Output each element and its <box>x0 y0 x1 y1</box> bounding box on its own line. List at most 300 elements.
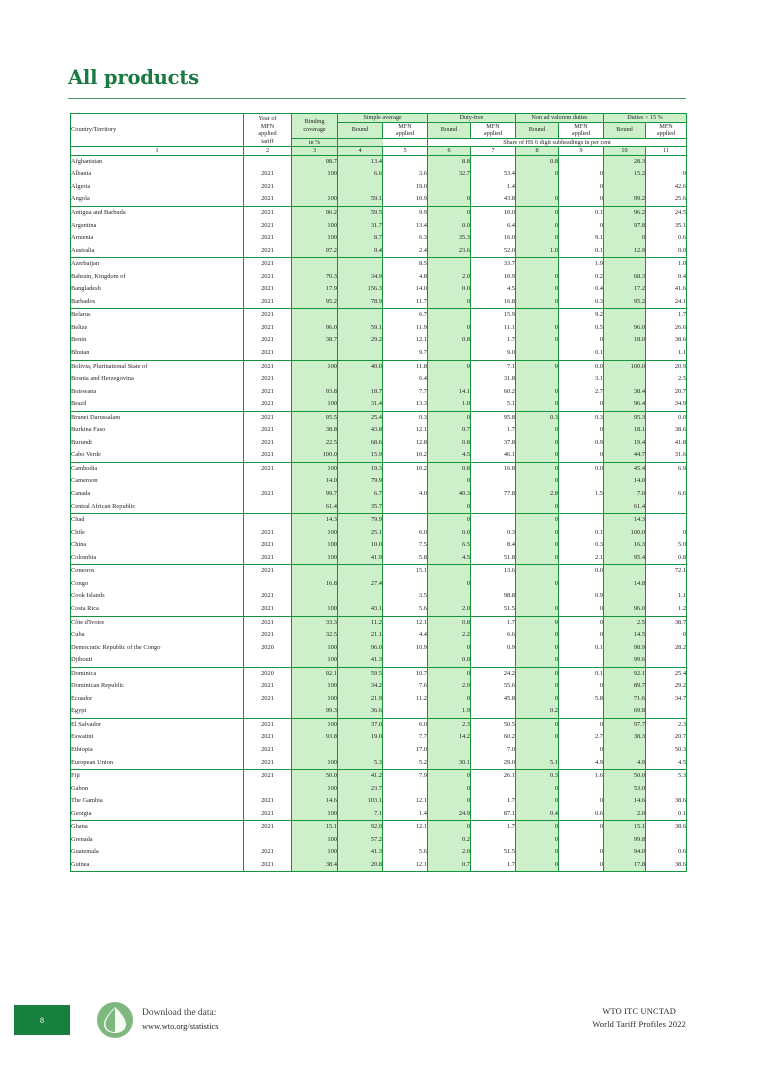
cell-year-mfn-applied: 2021 <box>244 565 292 578</box>
cell-value-col-7: 7.1 <box>471 360 516 373</box>
table-row <box>71 168 687 181</box>
cell-value-col-11 <box>646 705 687 718</box>
cell-year-mfn-applied: 2021 <box>244 488 292 501</box>
cell-value-col-6: 0.7 <box>428 859 471 872</box>
cell-value-col-5: 13.4 <box>383 220 428 233</box>
cell-value-col-10: 99.2 <box>604 193 646 206</box>
table-row <box>71 539 687 552</box>
cell-value-col-9: 2.7 <box>559 731 604 744</box>
cell-value-col-7: 0.3 <box>471 527 516 540</box>
cell-value-col-8: 0 <box>516 437 559 450</box>
cell-year-mfn-applied: 2021 <box>244 629 292 642</box>
cell-value-col-9: 0 <box>559 616 604 629</box>
column-number-5: 5 <box>383 147 428 156</box>
cell-year-mfn-applied: 2021 <box>244 334 292 347</box>
cell-value-col-11: 1.2 <box>646 603 687 616</box>
cell-value-col-3: 100 <box>292 693 338 706</box>
table-row <box>71 220 687 233</box>
cell-value-col-6: 0.0 <box>428 283 471 296</box>
table-row <box>71 654 687 667</box>
cell-year-mfn-applied <box>244 514 292 527</box>
cell-value-col-4: 57.2 <box>338 834 383 847</box>
cell-value-col-5: 13.3 <box>383 398 428 411</box>
cell-country-name: Benin <box>71 334 244 347</box>
cell-value-col-8: 0 <box>516 834 559 847</box>
cell-value-col-10: 97.8 <box>604 220 646 233</box>
cell-value-col-9: 0.3 <box>559 296 604 309</box>
cell-value-col-11 <box>646 475 687 488</box>
cell-value-col-8: 0.4 <box>516 808 559 821</box>
header-mfn-line-1: MFN <box>486 122 500 130</box>
cell-value-col-11: 28.2 <box>646 642 687 655</box>
cell-value-col-3: 93.8 <box>292 731 338 744</box>
cell-value-col-8: 0 <box>516 334 559 347</box>
cell-value-col-3: 96.0 <box>292 322 338 335</box>
table-row <box>71 616 687 629</box>
cell-value-col-7 <box>471 705 516 718</box>
table-row <box>71 475 687 488</box>
cell-value-col-4: 37.0 <box>338 718 383 731</box>
cell-year-mfn-applied: 2021 <box>244 449 292 462</box>
cell-value-col-4: 6.7 <box>338 488 383 501</box>
cell-value-col-3 <box>292 373 338 386</box>
cell-value-col-7: 6.4 <box>471 220 516 233</box>
cell-value-col-4: 19.0 <box>338 731 383 744</box>
cell-value-col-4: 41.9 <box>338 552 383 565</box>
cell-value-col-5: 14.0 <box>383 283 428 296</box>
cell-value-col-10: 99.8 <box>604 834 646 847</box>
header-column-numbers-row <box>71 147 687 156</box>
cell-country-name: Cambodia <box>71 462 244 475</box>
cell-value-col-3: 16.8 <box>292 578 338 591</box>
cell-value-col-11: 38.6 <box>646 821 687 834</box>
cell-value-col-3: 100 <box>292 654 338 667</box>
cell-country-name: Bahrain, Kingdom of <box>71 271 244 284</box>
table-row <box>71 296 687 309</box>
cell-value-col-7: 5.1 <box>471 398 516 411</box>
cell-value-col-7: 8.4 <box>471 539 516 552</box>
cell-country-name: Comoros <box>71 565 244 578</box>
cell-value-col-10: 28.3 <box>604 155 646 168</box>
cell-country-name: Algeria <box>71 181 244 194</box>
cell-value-col-9 <box>559 501 604 514</box>
cell-value-col-11 <box>646 578 687 591</box>
cell-value-col-9: 0.0 <box>559 565 604 578</box>
cell-country-name: Azerbaijan <box>71 258 244 271</box>
cell-value-col-7: 1.4 <box>471 181 516 194</box>
cell-value-col-8: 5.1 <box>516 757 559 770</box>
table-row <box>71 744 687 757</box>
cell-value-col-8 <box>516 744 559 757</box>
table-row <box>71 783 687 796</box>
cell-value-col-3: 32.5 <box>292 629 338 642</box>
header-unit-in-percent: in % <box>292 138 338 147</box>
cell-value-col-10 <box>604 181 646 194</box>
header-duty-free-bound: Bound <box>428 122 471 138</box>
cell-value-col-9: 0.1 <box>559 667 604 680</box>
cell-value-col-11: 72.1 <box>646 565 687 578</box>
cell-value-col-10: 96.0 <box>604 322 646 335</box>
header-non-ad-valorem-bound: Bound <box>516 122 559 138</box>
cell-value-col-3: 100 <box>292 232 338 245</box>
cell-value-col-5: 9.9 <box>383 207 428 220</box>
cell-value-col-11: 0.0 <box>646 245 687 258</box>
cell-value-col-4: 9.4 <box>338 245 383 258</box>
table-row <box>71 411 687 424</box>
cell-year-mfn-applied: 2021 <box>244 821 292 834</box>
cell-value-col-8: 0 <box>516 821 559 834</box>
cell-value-col-10: 98.9 <box>604 642 646 655</box>
cell-value-col-4: 25.4 <box>338 411 383 424</box>
cell-value-col-8: 0 <box>516 667 559 680</box>
cell-country-name: Cuba <box>71 629 244 642</box>
cell-value-col-11: 1.1 <box>646 590 687 603</box>
cell-value-col-5: 6.7 <box>383 309 428 322</box>
cell-value-col-3: 61.4 <box>292 501 338 514</box>
cell-value-col-7: 11.1 <box>471 322 516 335</box>
table-row <box>71 629 687 642</box>
download-data-block[interactable] <box>95 1000 219 1040</box>
table-row <box>71 462 687 475</box>
cell-value-col-9: 2.7 <box>559 386 604 399</box>
cell-value-col-8: 0 <box>516 449 559 462</box>
cell-value-col-11: 0.6 <box>646 846 687 859</box>
cell-value-col-7: 9.0 <box>471 347 516 360</box>
cell-value-col-7: 55.6 <box>471 680 516 693</box>
cell-value-col-11: 4.5 <box>646 757 687 770</box>
cell-country-name: El Salvador <box>71 718 244 731</box>
header-duties-over-15-bound: Bound <box>604 122 646 138</box>
table-row <box>71 565 687 578</box>
cell-value-col-9: 0 <box>559 744 604 757</box>
cell-value-col-6: 4.5 <box>428 552 471 565</box>
cell-value-col-5 <box>383 578 428 591</box>
cell-value-col-7 <box>471 475 516 488</box>
cell-value-col-7: 33.7 <box>471 258 516 271</box>
table-row <box>71 667 687 680</box>
cell-value-col-6: 35.3 <box>428 232 471 245</box>
cell-value-col-3: 100 <box>292 539 338 552</box>
cell-value-col-9: 0 <box>559 220 604 233</box>
column-number-9: 9 <box>559 147 604 156</box>
table-row <box>71 271 687 284</box>
cell-value-col-9: 0.5 <box>559 322 604 335</box>
cell-value-col-4: 13.4 <box>338 155 383 168</box>
cell-value-col-9 <box>559 475 604 488</box>
cell-country-name: Bosnia and Herzegovina <box>71 373 244 386</box>
cell-value-col-4: 79.9 <box>338 514 383 527</box>
cell-value-col-8: 1.0 <box>516 245 559 258</box>
cell-value-col-3: 50.0 <box>292 770 338 783</box>
cell-value-col-9: 0.3 <box>559 411 604 424</box>
cell-country-name: Ecuador <box>71 693 244 706</box>
download-url[interactable]: www.wto.org/statistics <box>142 1021 219 1031</box>
cell-value-col-5: 9.7 <box>383 347 428 360</box>
cell-value-col-11: 38.6 <box>646 334 687 347</box>
cell-value-col-10 <box>604 590 646 603</box>
cell-country-name: Cameroon <box>71 475 244 488</box>
cell-value-col-7: 1.7 <box>471 795 516 808</box>
cell-value-col-4: 19.3 <box>338 462 383 475</box>
cell-country-name: Ethiopia <box>71 744 244 757</box>
cell-year-mfn-applied: 2021 <box>244 373 292 386</box>
cell-country-name: Botswana <box>71 386 244 399</box>
cell-value-col-11: 31.6 <box>646 449 687 462</box>
cell-year-mfn-applied <box>244 834 292 847</box>
column-number-11: 11 <box>646 147 687 156</box>
cell-value-col-8: 0 <box>516 168 559 181</box>
cell-value-col-5: 5.8 <box>383 552 428 565</box>
cell-value-col-11: 41.8 <box>646 437 687 450</box>
cell-value-col-11: 0.4 <box>646 271 687 284</box>
cell-year-mfn-applied: 2021 <box>244 859 292 872</box>
cell-country-name: Bhutan <box>71 347 244 360</box>
cell-value-col-5: 7.7 <box>383 386 428 399</box>
column-number-1: 1 <box>71 147 244 156</box>
cell-country-name: Belarus <box>71 309 244 322</box>
cell-value-col-6: 0.8 <box>428 437 471 450</box>
cell-value-col-3: 17.9 <box>292 283 338 296</box>
cell-country-name: Ghana <box>71 821 244 834</box>
table-row <box>71 360 687 373</box>
cell-value-col-5: 5.6 <box>383 603 428 616</box>
cell-country-name: Albania <box>71 168 244 181</box>
cell-value-col-5: 6.0 <box>383 527 428 540</box>
cell-value-col-3: 14.3 <box>292 514 338 527</box>
cell-value-col-5: 11.2 <box>383 693 428 706</box>
cell-value-col-9: 0.0 <box>559 360 604 373</box>
cell-country-name: Cook Islands <box>71 590 244 603</box>
cell-value-col-10: 45.4 <box>604 462 646 475</box>
cell-value-col-3: 100 <box>292 757 338 770</box>
cell-value-col-7 <box>471 155 516 168</box>
cell-year-mfn-applied <box>244 654 292 667</box>
cell-value-col-7 <box>471 783 516 796</box>
cell-value-col-11: 0 <box>646 527 687 540</box>
cell-value-col-10 <box>604 309 646 322</box>
table-header <box>71 114 687 156</box>
cell-value-col-10: 95.4 <box>604 552 646 565</box>
cell-value-col-5: 4.8 <box>383 271 428 284</box>
cell-year-mfn-applied <box>244 578 292 591</box>
cell-country-name: Côte d'Ivoire <box>71 616 244 629</box>
cell-value-col-11: 42.6 <box>646 181 687 194</box>
cell-value-col-7: 46.1 <box>471 449 516 462</box>
cell-value-col-11: 1.1 <box>646 347 687 360</box>
cell-value-col-7: 51.8 <box>471 552 516 565</box>
cell-value-col-6 <box>428 309 471 322</box>
cell-value-col-8: 0 <box>516 629 559 642</box>
cell-value-col-6: 23.6 <box>428 245 471 258</box>
cell-value-col-4: 92.0 <box>338 821 383 834</box>
cell-value-col-8: 0.3 <box>516 411 559 424</box>
cell-value-col-6 <box>428 347 471 360</box>
cell-value-col-7: 10.0 <box>471 207 516 220</box>
cell-value-col-4: 59.1 <box>338 193 383 206</box>
cell-value-col-10: 69.8 <box>604 705 646 718</box>
cell-value-col-8: 0 <box>516 232 559 245</box>
header-group-non-ad-valorem: Non ad valorem duties <box>516 114 604 123</box>
cell-year-mfn-applied: 2021 <box>244 296 292 309</box>
cell-value-col-9: 0.9 <box>559 437 604 450</box>
cell-value-col-3: 22.5 <box>292 437 338 450</box>
cell-value-col-6: 0.0 <box>428 654 471 667</box>
cell-value-col-9: 0 <box>559 821 604 834</box>
cell-value-col-3: 100 <box>292 360 338 373</box>
cell-value-col-8: 0 <box>516 693 559 706</box>
cell-value-col-3: 95.5 <box>292 411 338 424</box>
header-simple-average-bound: Bound <box>338 122 383 138</box>
table-row <box>71 488 687 501</box>
cell-value-col-8: 0 <box>516 398 559 411</box>
cell-year-mfn-applied: 2021 <box>244 616 292 629</box>
cell-value-col-3: 96.2 <box>292 207 338 220</box>
cell-year-mfn-applied: 2021 <box>244 245 292 258</box>
table-row <box>71 846 687 859</box>
cell-country-name: Armenia <box>71 232 244 245</box>
cell-value-col-4 <box>338 309 383 322</box>
cell-value-col-10: 14.8 <box>604 578 646 591</box>
table-row <box>71 731 687 744</box>
cell-value-col-9: 4.9 <box>559 757 604 770</box>
cell-value-col-9: 0 <box>559 603 604 616</box>
cell-value-col-7: 7.0 <box>471 744 516 757</box>
cell-value-col-3: 100 <box>292 603 338 616</box>
cell-value-col-10: 14.3 <box>604 514 646 527</box>
cell-value-col-4: 15.9 <box>338 449 383 462</box>
cell-value-col-7: 77.8 <box>471 488 516 501</box>
header-year-mfn <box>244 114 292 147</box>
cell-country-name: Australia <box>71 245 244 258</box>
cell-value-col-6: 2.0 <box>428 271 471 284</box>
cell-value-col-4: 41.2 <box>338 770 383 783</box>
cell-value-col-9: 5.8 <box>559 693 604 706</box>
cell-country-name: Dominica <box>71 667 244 680</box>
cell-value-col-4: 40.0 <box>338 360 383 373</box>
cell-value-col-3: 100 <box>292 168 338 181</box>
cell-value-col-10: 95.2 <box>604 296 646 309</box>
cell-country-name: Angola <box>71 193 244 206</box>
cell-value-col-11: 50.3 <box>646 744 687 757</box>
cell-value-col-6: 0 <box>428 411 471 424</box>
cell-value-col-8: 0.2 <box>516 705 559 718</box>
cell-value-col-7: 51.5 <box>471 846 516 859</box>
cell-value-col-4: 25.1 <box>338 527 383 540</box>
table-row <box>71 514 687 527</box>
cell-value-col-6 <box>428 565 471 578</box>
cell-value-col-9: 0.1 <box>559 527 604 540</box>
header-simple-average-mfn <box>383 122 428 138</box>
header-group-duties-over-15: Duties > 15 % <box>604 114 687 123</box>
cell-value-col-10: 18.1 <box>604 424 646 437</box>
cell-value-col-4: 23.7 <box>338 783 383 796</box>
cell-value-col-3: 100 <box>292 552 338 565</box>
table-row <box>71 757 687 770</box>
cell-value-col-11: 20.7 <box>646 731 687 744</box>
cell-value-col-8: 0 <box>516 654 559 667</box>
cell-value-col-8 <box>516 181 559 194</box>
cell-year-mfn-applied <box>244 783 292 796</box>
cell-value-col-9: 0.6 <box>559 808 604 821</box>
cell-year-mfn-applied: 2021 <box>244 168 292 181</box>
cell-value-col-6: 2.0 <box>428 680 471 693</box>
cell-country-name: Eswatini <box>71 731 244 744</box>
cell-value-col-7: 31.8 <box>471 373 516 386</box>
column-number-10: 10 <box>604 147 646 156</box>
cell-value-col-7: 53.4 <box>471 168 516 181</box>
cell-country-name: Cabo Verde <box>71 449 244 462</box>
cell-value-col-10: 95.3 <box>604 411 646 424</box>
table-row <box>71 859 687 872</box>
cell-value-col-10: 17.8 <box>604 859 646 872</box>
cell-value-col-5: 3.5 <box>383 590 428 603</box>
cell-value-col-7: 4.5 <box>471 283 516 296</box>
cell-value-col-10: 53.0 <box>604 783 646 796</box>
cell-value-col-3: 92.1 <box>292 667 338 680</box>
cell-country-name: Guinea <box>71 859 244 872</box>
cell-value-col-4: 79.9 <box>338 475 383 488</box>
cell-value-col-10: 12.9 <box>604 245 646 258</box>
cell-value-col-5: 0.3 <box>383 411 428 424</box>
table-row <box>71 501 687 514</box>
cell-value-col-9: 1.5 <box>559 488 604 501</box>
cell-year-mfn-applied: 2021 <box>244 718 292 731</box>
cell-value-col-10: 96.4 <box>604 398 646 411</box>
cell-value-col-4: 59.5 <box>338 667 383 680</box>
cell-value-col-10: 4.9 <box>604 757 646 770</box>
cell-value-col-6: 0 <box>428 360 471 373</box>
header-spacer-mfn <box>383 138 428 147</box>
cell-value-col-3: 70.3 <box>292 271 338 284</box>
cell-year-mfn-applied: 2021 <box>244 386 292 399</box>
cell-year-mfn-applied: 2021 <box>244 744 292 757</box>
cell-year-mfn-applied: 2021 <box>244 603 292 616</box>
cell-value-col-6: 0.8 <box>428 334 471 347</box>
cell-value-col-4: 31.4 <box>338 398 383 411</box>
cell-value-col-6: 32.7 <box>428 168 471 181</box>
cell-value-col-6: 0 <box>428 770 471 783</box>
cell-year-mfn-applied: 2021 <box>244 347 292 360</box>
header-binding-line-1: Binding <box>304 118 325 126</box>
cell-value-col-7: 16.8 <box>471 462 516 475</box>
cell-value-col-7: 52.0 <box>471 245 516 258</box>
cell-value-col-5: 10.9 <box>383 193 428 206</box>
cell-value-col-11: 5.3 <box>646 770 687 783</box>
cell-year-mfn-applied: 2021 <box>244 795 292 808</box>
cell-value-col-4: 20.8 <box>338 859 383 872</box>
cell-value-col-10: 16.3 <box>604 539 646 552</box>
cell-year-mfn-applied: 2021 <box>244 590 292 603</box>
cell-value-col-9: 0 <box>559 846 604 859</box>
cell-value-col-8: 0 <box>516 642 559 655</box>
cell-value-col-6 <box>428 373 471 386</box>
cell-country-name: Gabon <box>71 783 244 796</box>
table-row <box>71 770 687 783</box>
cell-year-mfn-applied: 2021 <box>244 309 292 322</box>
cell-value-col-8: 0 <box>516 514 559 527</box>
cell-country-name: Guatemala <box>71 846 244 859</box>
table-row <box>71 693 687 706</box>
cell-country-name: Djibouti <box>71 654 244 667</box>
cell-value-col-6: 0 <box>428 193 471 206</box>
cell-value-col-10 <box>604 744 646 757</box>
cell-value-col-6: 1.9 <box>428 705 471 718</box>
cell-value-col-4: 27.4 <box>338 578 383 591</box>
cell-value-col-4 <box>338 373 383 386</box>
table-row <box>71 821 687 834</box>
cell-value-col-7: 51.5 <box>471 603 516 616</box>
cell-country-name: Brunei Darussalam <box>71 411 244 424</box>
